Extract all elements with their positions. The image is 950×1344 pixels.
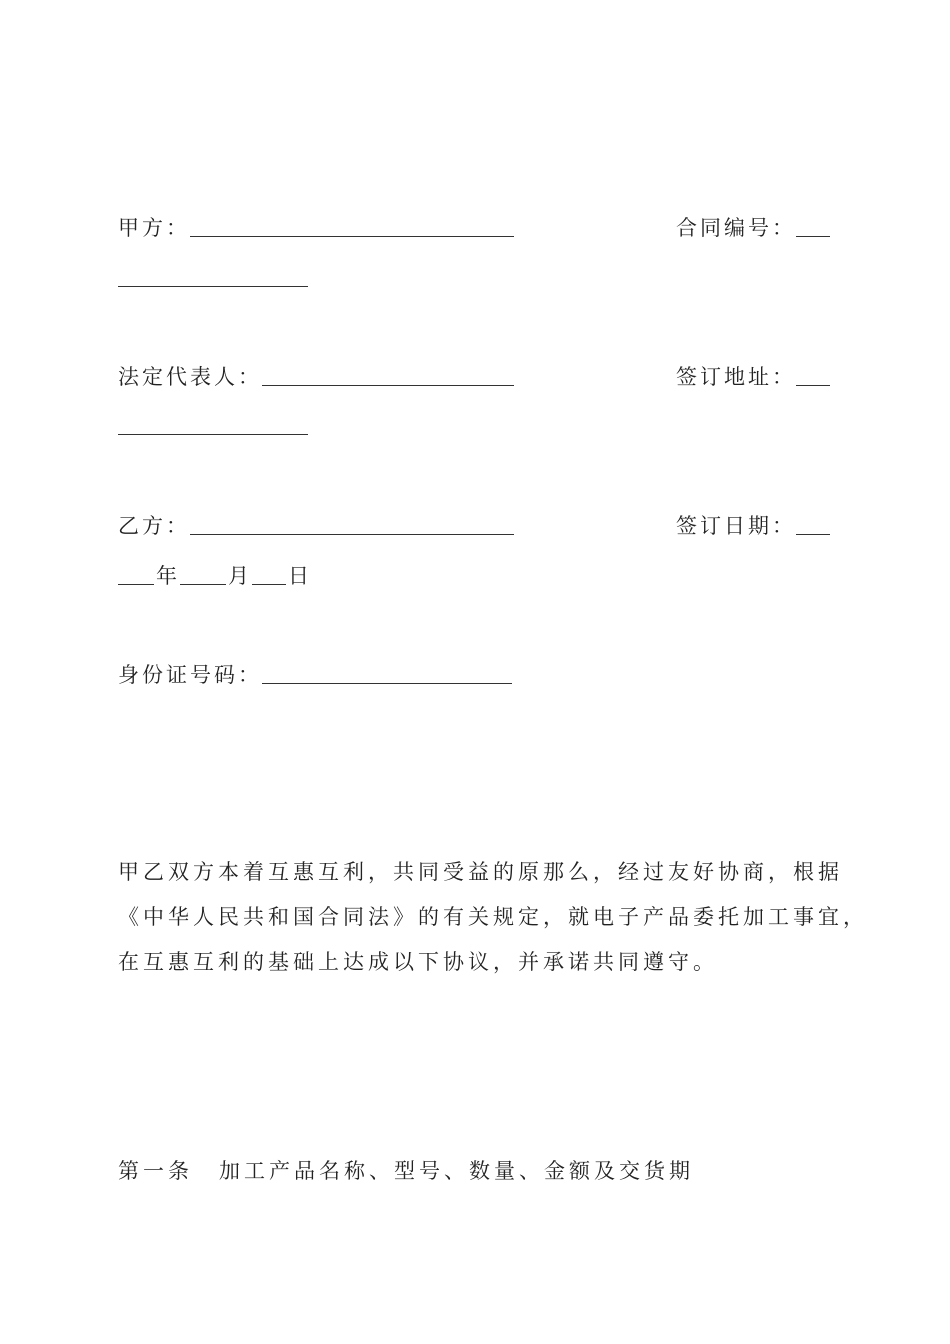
intro-line-1: 甲乙双方本着互惠互利，共同受益的原那么，经过友好协商，根据: [118, 860, 843, 884]
party-a-label: 甲方：: [118, 216, 190, 240]
date-year-label: 年: [156, 564, 180, 588]
date-day-blank: [252, 584, 286, 585]
party-a-blank: [190, 236, 514, 237]
id-no-blank: [262, 683, 512, 684]
date-year-blank: [118, 584, 154, 585]
contract-no-field: [676, 214, 796, 242]
date-year-text: [156, 562, 180, 590]
party-a-field: [118, 214, 190, 242]
sign-place-field: [676, 363, 796, 391]
sign-date-blank: [796, 534, 830, 535]
contract-no-blank-2: [118, 286, 308, 287]
intro-line-2: 《中华人民共和国合同法》的有关规定，就电子产品委托加工事宜，: [118, 905, 868, 929]
id-no-field: [118, 661, 262, 689]
legal-rep-field: [118, 363, 262, 391]
contract-no-label: 合同编号：: [676, 216, 796, 240]
sign-date-field: [676, 512, 796, 540]
date-month-blank: [180, 584, 226, 585]
id-no-label: 身份证号码：: [118, 663, 262, 687]
contract-no-blank-1: [796, 236, 830, 237]
party-b-field: [118, 512, 190, 540]
date-day-label: 日: [288, 564, 312, 588]
legal-rep-label: 法定代表人：: [118, 365, 262, 389]
party-b-label: 乙方：: [118, 514, 190, 538]
intro-paragraph: [118, 850, 868, 985]
sign-date-label: 签订日期：: [676, 514, 796, 538]
date-month-label: 月: [228, 564, 252, 588]
intro-line-3: 在互惠互利的基础上达成以下协议，并承诺共同遵守。: [118, 950, 718, 974]
article-1-heading: [118, 1157, 694, 1185]
date-month-text: [228, 562, 252, 590]
article-1-number: 第一条: [118, 1159, 193, 1183]
legal-rep-blank: [262, 385, 514, 386]
party-b-blank: [190, 534, 514, 535]
sign-place-blank-1: [796, 385, 830, 386]
date-day-text: [288, 562, 312, 590]
sign-place-label: 签订地址：: [676, 365, 796, 389]
sign-place-blank-2: [118, 434, 308, 435]
article-1-title: 加工产品名称、型号、数量、金额及交货期: [219, 1159, 694, 1183]
